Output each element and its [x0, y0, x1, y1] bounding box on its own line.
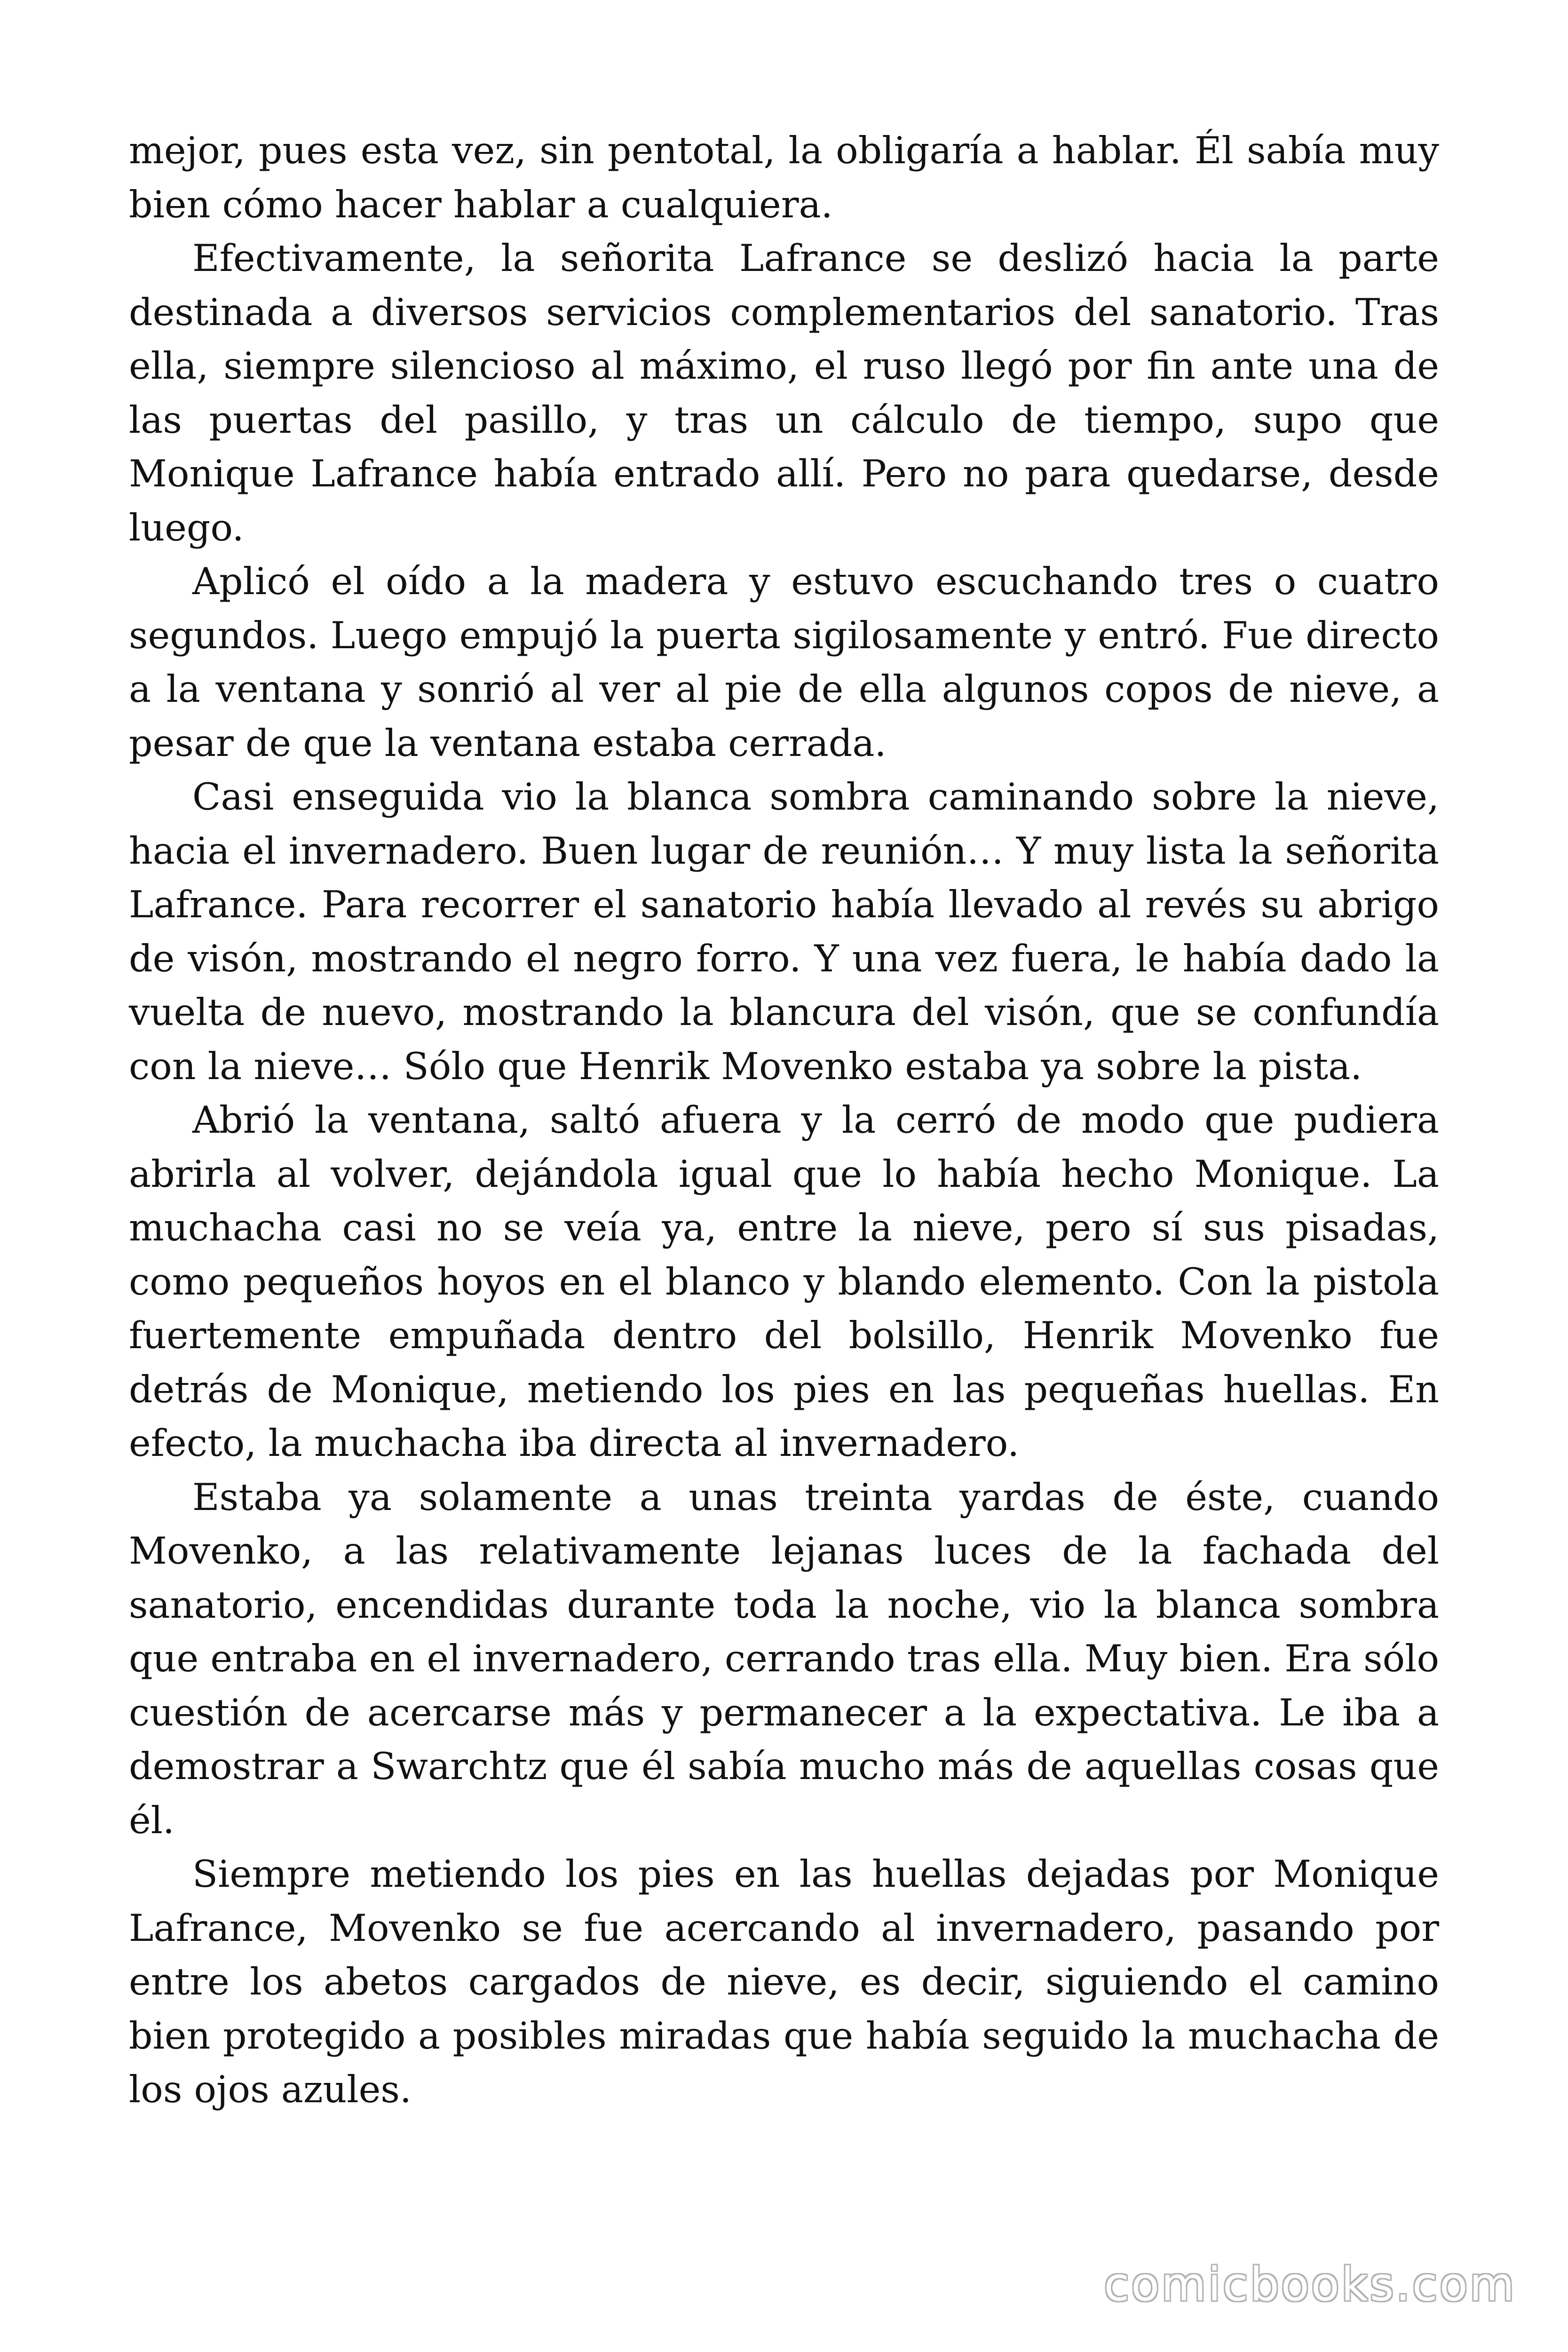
paragraph: Estaba ya solamente a unas treinta yardas de éste, cuando Movenko, a las relativamente lejanas luces de la fachada del sanatorio, encendidas durante toda la noche, vio la blanca sombra que entraba en el invernadero, cerrando tras ella. Muy bien. Era sólo cuestión de acercarse más y permanecer a la expectativa. Le iba a demostrar a Swarchtz que él sabía mucho más de aquellas cosas que él.: [129, 1475, 1439, 1842]
paragraph: Aplicó el oído a la madera y estuvo escuchando tres o cuatro segundos. Luego empujó la puerta sigilosamente y entró. Fue directo a la ventana y sonrió al ver al pie de ella algunos copos de nieve, a pesar de que la ventana estaba cerrada.: [129, 560, 1439, 765]
paragraph: mejor, pues esta vez, sin pentotal, la obligaría a hablar. Él sabía muy bien cómo hacer hablar a cualquiera.: [129, 129, 1439, 226]
paragraph: Siempre metiendo los pies en las huellas dejadas por Monique Lafrance, Movenko se fue acercando al invernadero, pasando por entre los abetos cargados de nieve, es decir, siguiendo el camino bien protegido a posibles miradas que había seguido la muchacha de los ojos azules.: [129, 1852, 1439, 2111]
paragraph: Casi enseguida vio la blanca sombra caminando sobre la nieve, hacia el invernadero. Buen lugar de reunión… Y muy lista la señorita Lafrance. Para recorrer el sanatorio había llevado al revés su abrigo de visón, mostrando el negro forro. Y una vez fuera, le había dado la vuelta de nuevo, mostrando la blancura del visón, que se confundía con la nieve… Sólo que Henrik Movenko estaba ya sobre la pista.: [129, 775, 1439, 1088]
paragraph: Efectivamente, la señorita Lafrance se deslizó hacia la parte destinada a diversos servicios complementarios del sanatorio. Tras ella, siempre silencioso al máximo, el ruso llegó por fin ante una de las puertas del pasillo, y tras un cálculo de tiempo, supo que Monique Lafrance había entrado allí. Pero no para quedarse, desde luego.: [129, 237, 1439, 549]
paragraph: Abrió la ventana, saltó afuera y la cerró de modo que pudiera abrirla al volver, dejándola igual que lo había hecho Monique. La muchacha casi no se veía ya, entre la nieve, pero sí sus pisadas, como pequeños hoyos en el blanco y blando elemento. Con la pistola fuertemente empuñada dentro del bolsillo, Henrik Movenko fue detrás de Monique, metiendo los pies en las pequeñas huellas. En efecto, la muchacha iba directa al invernadero.: [129, 1098, 1439, 1465]
book-page-text: [129, 124, 1439, 2117]
site-watermark: comicbooks.com: [1104, 2258, 1516, 2312]
